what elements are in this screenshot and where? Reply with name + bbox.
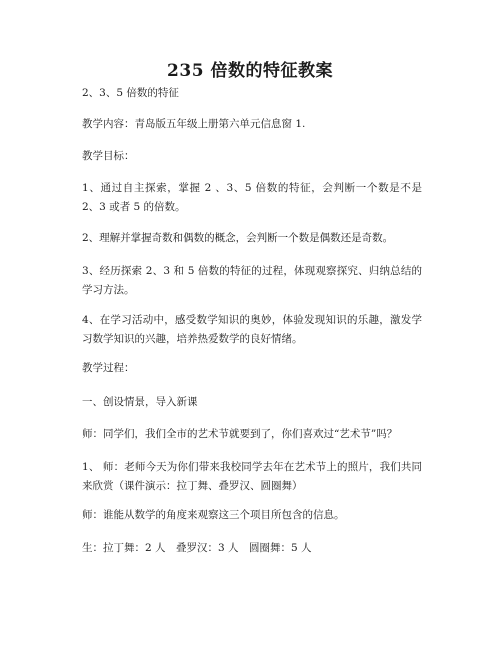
teaching-goals-heading: 教学目标： bbox=[82, 150, 135, 162]
teaching-content-paragraph: 教学内容：青岛版五年级上册第六单元信息窗 1. bbox=[82, 118, 306, 130]
goal-item-2: 2、理解并掌握奇数和偶数的概念，会判断一个数是偶数还是奇数。 bbox=[82, 232, 394, 244]
document-title: 235 倍数的特征教案 bbox=[167, 61, 333, 81]
goal-item-4: 4、在学习活动中，感受数学知识的奥妙，体验发现知识的乐趣，激发学习数学知识的兴趣，培养热爱数学的良好情绪。 bbox=[82, 314, 422, 345]
goal-item-3: 3、经历探索 2、3 和 5 倍数的特征的过程，体现观察探究、归纳总结的学习方法。 bbox=[82, 265, 422, 296]
teacher-line-2: 1、 师：老师今天为你们带来我校同学去年在艺术节上的照片，我们共同来欣赏（课件演示：拉丁舞、叠罗汉、圆圈舞） bbox=[82, 461, 422, 492]
goal-item-1: 1、通过自主探索，掌握 2 、3、5 倍数的特征，会判断一个数是不是 2、3 或者 5 的倍数。 bbox=[82, 182, 426, 213]
teacher-line-3: 师：谁能从数学的角度来观察这三个项目所包含的信息。 bbox=[82, 509, 345, 521]
teaching-process-heading: 教学过程： bbox=[82, 362, 135, 374]
teacher-line-1: 师：同学们，我们全市的艺术节就要到了，你们喜欢过“艺术节”吗？ bbox=[82, 428, 398, 440]
section-one-heading: 一、创设情景，导入新课 bbox=[82, 396, 198, 408]
subtitle-paragraph: 2、3、5 倍数的特征 bbox=[82, 87, 179, 99]
student-line-1: 生：拉丁舞：2 人 叠罗汉：3 人 圆圈舞：5 人 bbox=[82, 542, 312, 554]
